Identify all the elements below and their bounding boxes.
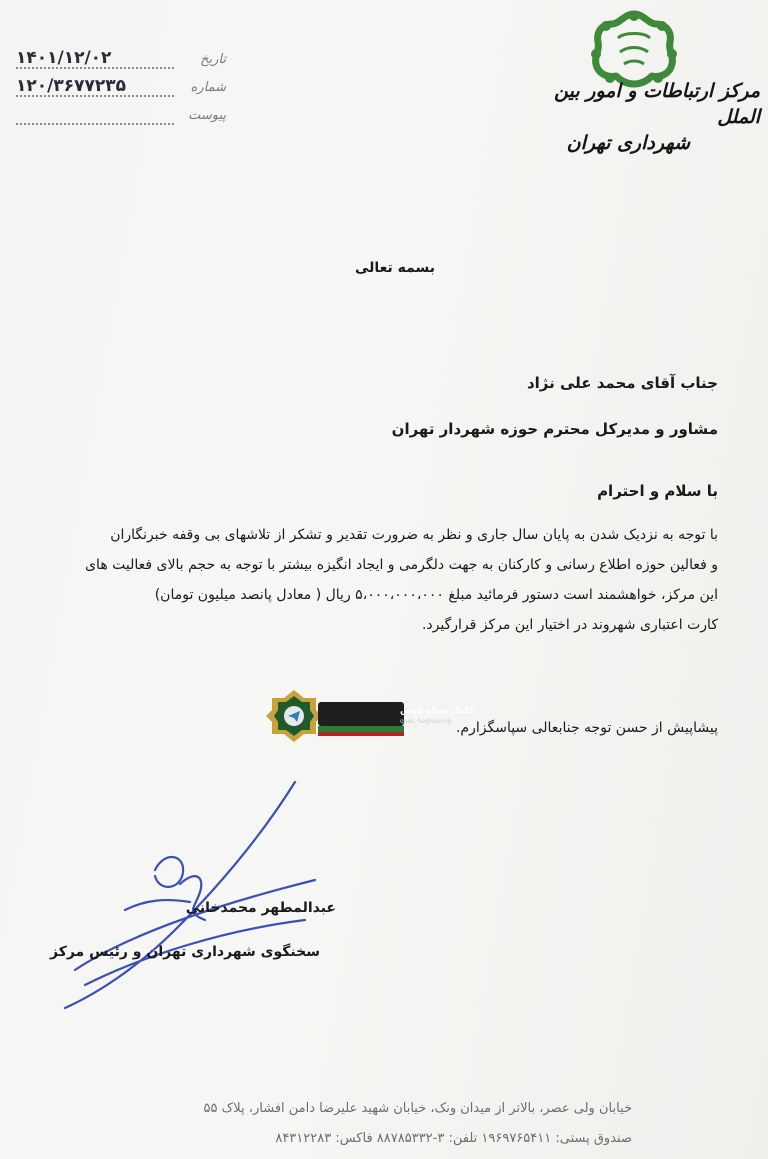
closing-line: پیشاپیش از حسن توجه جنابعالی سپاسگزارم. [455, 720, 718, 736]
handwritten-signature [55, 780, 355, 1010]
body-line: این مرکز، خواهشمند است دستور فرمائید مبلغ ۵،۰۰۰،۰۰۰،۰۰۰ ریال ( معادل پانصد میلیون تومان) [154, 587, 718, 603]
body-line: و فعالین حوزه اطلاع رسانی و کارکنان به جهت دلگرمی و ایجاد انگیزه بیشتر با توجه به حجم بالای فعالیت های [85, 557, 718, 573]
badge-label: کانال سپاه قدس [400, 706, 475, 716]
footer-contact: صندوق پستی: ۱۹۶۹۷۶۵۴۱۱ تلفن: ۳-۸۸۷۸۵۳۳۲ فاکس: ۸۴۳۱۲۲۸۳ [275, 1131, 632, 1146]
greeting: با سلام و احترام [597, 482, 718, 500]
meta-attachment-row [16, 104, 226, 132]
body-line: کارت اعتباری شهروند در اختیار این مرکز قرارگیرد. [421, 617, 718, 633]
organization-name [520, 78, 760, 156]
badge-handle: @quds_hagheem [400, 718, 452, 725]
badge-emblem-icon [266, 690, 322, 742]
signatory-name: عبدالمطهر محمدخانی [185, 900, 336, 916]
recipient-name: جناب آقای محمد علی نژاد [526, 374, 718, 392]
letterhead [520, 8, 760, 154]
org-name-line1: مرکز ارتباطات و امور بین الملل [554, 80, 760, 128]
recipient-title: مشاور و مدیرکل محترم حوزه شهردار تهران [391, 420, 718, 438]
meta-number-value: ۱۲۰/۳۶۷۷۲۳۵ [16, 76, 126, 96]
signatory-position: سخنگوی شهرداری تهران و رئیس مرکز [50, 944, 320, 960]
meta-number-row [16, 76, 226, 104]
channel-badge [266, 688, 475, 744]
meta-number-label: شماره [190, 80, 226, 95]
meta-attachment-label: پیوست [188, 108, 226, 123]
footer-address: خیابان ولی عصر، بالاتر از میدان ونک، خیابان شهید علیرضا دامن افشار، پلاک ۵۵ [203, 1101, 632, 1116]
tehran-municipality-emblem-icon [588, 8, 680, 86]
letter-title: بسمه تعالی [354, 260, 436, 276]
meta-dots [16, 123, 174, 125]
letter-footer [72, 1094, 632, 1154]
letter-meta [16, 48, 226, 132]
meta-date-label: تاریخ [200, 52, 226, 67]
org-name-line2: شهرداری تهران [566, 132, 690, 154]
meta-date-value: ۱۴۰۱/۱۲/۰۲ [16, 48, 112, 68]
letter-body [28, 520, 718, 640]
body-line: با توجه به نزدیک شدن به پایان سال جاری و نظر به ضرورت تقدیر و تشکر از تلاشهای بی وقفه خبرنگاران [110, 527, 718, 543]
meta-date-row [16, 48, 226, 76]
